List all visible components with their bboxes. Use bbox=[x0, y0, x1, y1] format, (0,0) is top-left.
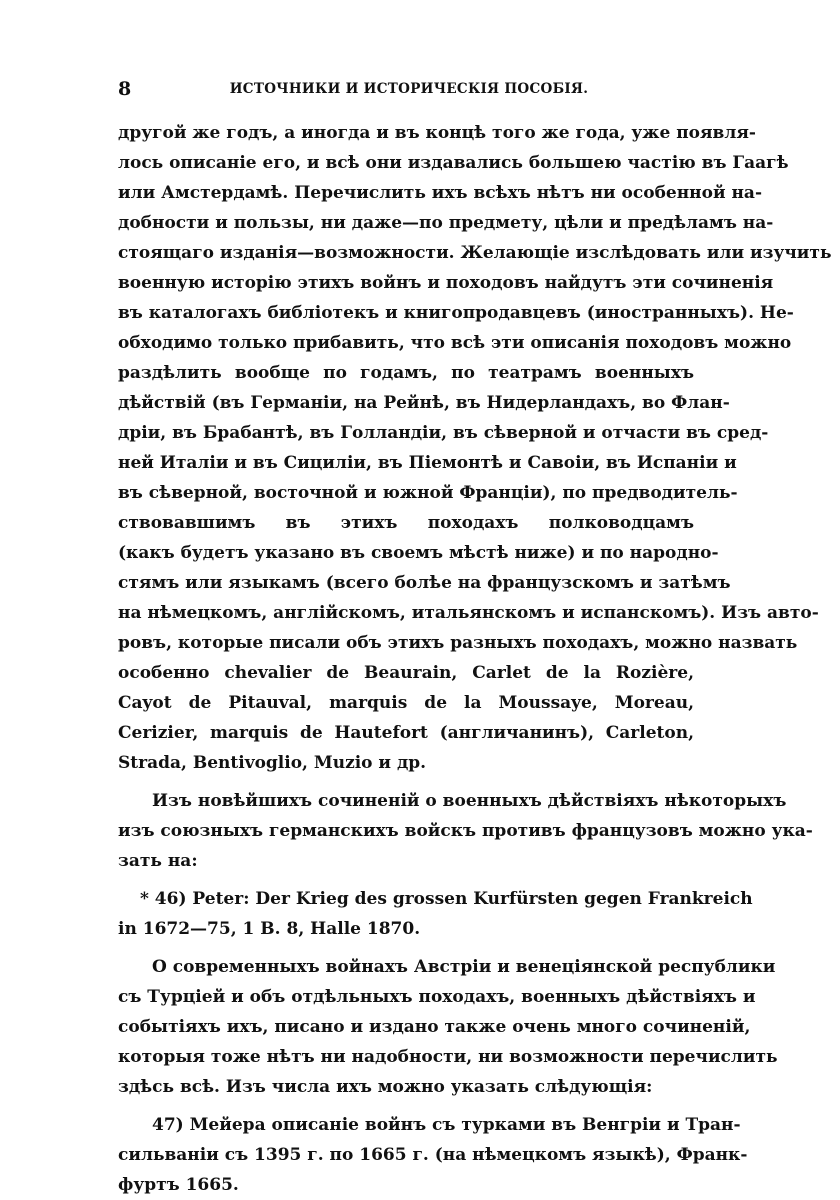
text-line: О современныхъ войнахъ Австріи и венеціянской республики bbox=[152, 957, 776, 977]
text-line: обходимо только прибавить, что всѣ эти описанія походовъ можно bbox=[118, 333, 792, 353]
text-line: Изъ новѣйшихъ сочиненій о военныхъ дѣйствіяхъ нѣкоторыхъ bbox=[152, 791, 787, 811]
text-line: стоящаго изданія—возможности. Желающіе изслѣдовать или изучить bbox=[118, 243, 832, 263]
text-line: на нѣмецкомъ, англійскомъ, итальянскомъ и испанскомъ). Изъ авто- bbox=[118, 603, 819, 623]
text-line: въ сѣверной, восточной и южной Франціи), по предводитель- bbox=[118, 483, 738, 503]
text-line: фуртъ 1665. bbox=[118, 1175, 239, 1195]
text-line: дѣйствій (въ Германіи, на Рейнѣ, въ Нидерландахъ, во Флан- bbox=[118, 393, 730, 413]
bibliography-entry: * 46) Peter: Der Krieg des grossen Kurfürsten gegen Frankreich bbox=[140, 889, 753, 909]
body-text bbox=[118, 118, 832, 1200]
text-line: сильваніи съ 1395 г. по 1665 г. (на нѣмецкомъ языкѣ), Франк- bbox=[118, 1145, 748, 1165]
text-line: Cayot de Pitauval, marquis de la Moussaye, Moreau, bbox=[118, 693, 694, 713]
text-line: Cerizier, marquis de Hautefort (англичанинъ), Carleton, bbox=[118, 723, 694, 743]
text-line: въ каталогахъ библіотекъ и книгопродавцевъ (иностранныхъ). Не- bbox=[118, 303, 794, 323]
text-line: военную исторію этихъ войнъ и походовъ найдутъ эти сочиненія bbox=[118, 273, 774, 293]
text-line: особенно chevalier de Beaurain, Carlet de la Rozière, bbox=[118, 663, 694, 683]
text-line: стямъ или языкамъ (всего болѣе на французскомъ и затѣмъ bbox=[118, 573, 731, 593]
running-title: ИСТОЧНИКИ И ИСТОРИЧЕСКІЯ ПОСОБІЯ. bbox=[229, 81, 589, 97]
text-line: другой же годъ, а иногда и въ концѣ того же года, уже появля- bbox=[118, 123, 756, 143]
text-line: здѣсь всѣ. Изъ числа ихъ можно указать слѣдующія: bbox=[118, 1077, 653, 1097]
bibliography-entry: 47) Мейера описаніе войнъ съ турками въ Венгріи и Тран- bbox=[152, 1115, 741, 1135]
text-line: ней Италіи и въ Сициліи, въ Піемонтѣ и Савоіи, въ Испаніи и bbox=[118, 453, 737, 473]
text-line: (какъ будетъ указано въ своемъ мѣстѣ ниже) и по народно- bbox=[118, 543, 719, 563]
text-line: зать на: bbox=[118, 851, 198, 871]
text-line: ствовавшимъ въ этихъ походахъ полководцамъ bbox=[118, 513, 694, 533]
text-line: добности и пользы, ни даже—по предмету, цѣли и предѣламъ на- bbox=[118, 213, 774, 233]
page-header bbox=[118, 78, 700, 106]
text-line: лось описаніе его, и всѣ они издавались большею частію въ Гаагѣ bbox=[118, 153, 789, 173]
text-line: событіяхъ ихъ, писано и издано также очень много сочиненій, bbox=[118, 1017, 751, 1037]
text-line: ровъ, которые писали объ этихъ разныхъ походахъ, можно назвать bbox=[118, 633, 798, 653]
text-line: in 1672—75, 1 B. 8, Halle 1870. bbox=[118, 919, 421, 939]
text-line: изъ союзныхъ германскихъ войскъ противъ французовъ можно ука- bbox=[118, 821, 813, 841]
text-line: раздѣлить вообще по годамъ, по театрамъ военныхъ bbox=[118, 363, 694, 383]
text-line: Strada, Bentivoglio, Muzio и др. bbox=[118, 753, 427, 773]
text-line: съ Турціей и объ отдѣльныхъ походахъ, военныхъ дѣйствіяхъ и bbox=[118, 987, 756, 1007]
text-line: которыя тоже нѣтъ ни надобности, ни возможности перечислить bbox=[118, 1047, 778, 1067]
page-number: 8 bbox=[118, 78, 132, 100]
text-line: дріи, въ Брабантѣ, въ Голландіи, въ сѣверной и отчасти въ сред- bbox=[118, 423, 769, 443]
text-line: или Амстердамѣ. Перечислить ихъ всѣхъ нѣтъ ни особенной на- bbox=[118, 183, 763, 203]
